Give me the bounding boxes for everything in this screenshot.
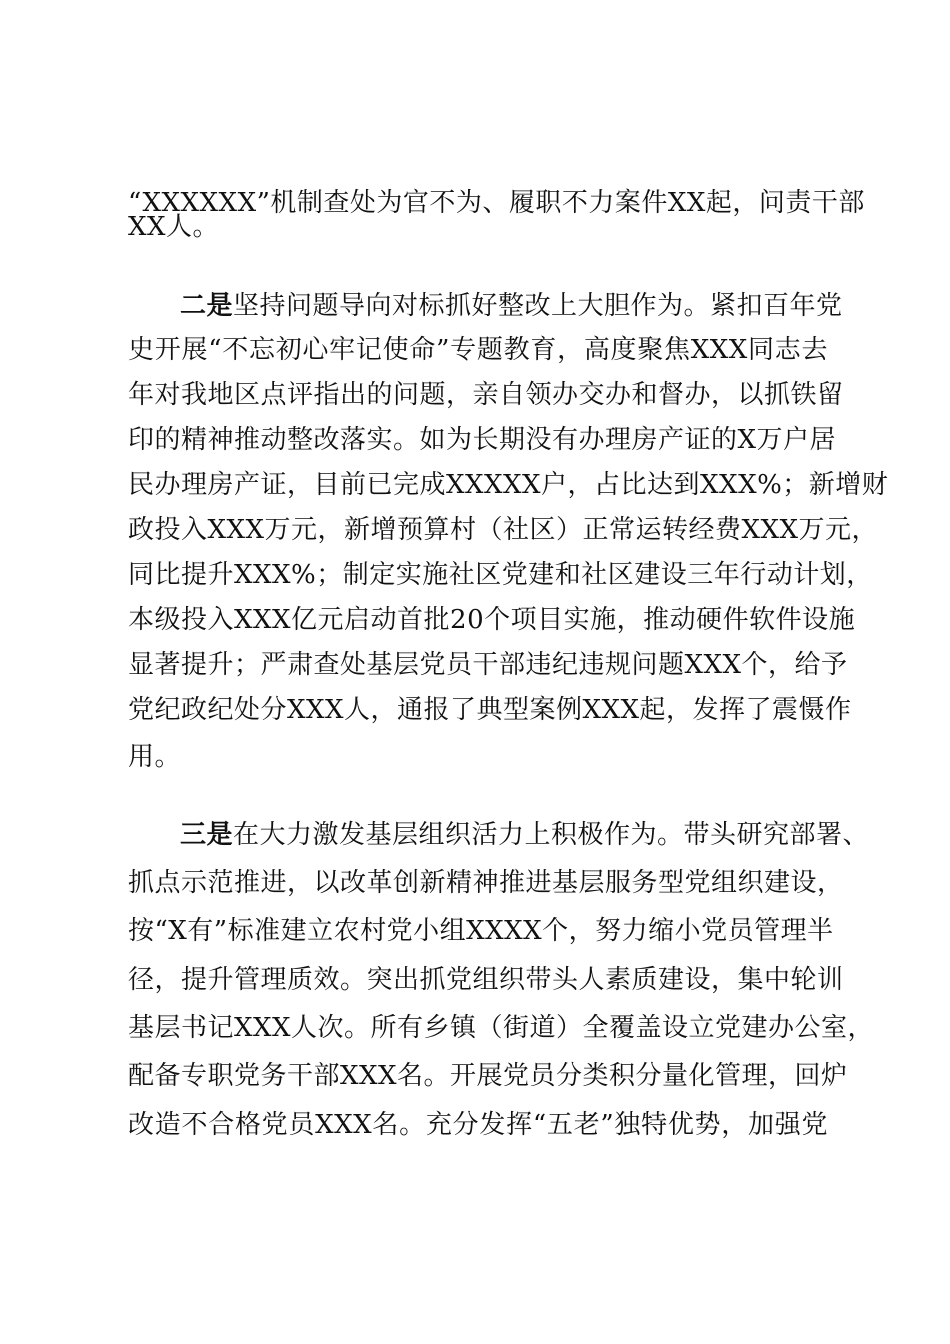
paragraph-3-first-line [180, 815, 870, 855]
paragraph-1-line-2: XX人。 [128, 212, 220, 242]
paragraph-2-lead: 二是 [180, 291, 234, 321]
paragraph-2-line-2: 史开展“不忘初心牢记使命”专题教育，高度聚焦XXX同志去 [128, 335, 828, 365]
paragraph-3-line-3: 按“X有”标准建立农村党小组XXXX个，努力缩小党员管理半 [128, 916, 834, 946]
paragraph-1-line-1: “XXXXXX”机制查处为官不为、履职不力案件XX起，问责干部 [128, 188, 865, 218]
paragraph-3-line-4: 径，提升管理质效。突出抓党组织带头人素质建设，集中轮训 [128, 965, 844, 995]
paragraph-2-line-6: 政投入XXX万元，新增预算村（社区）正常运转经费XXX万元， [128, 515, 879, 545]
paragraph-2-line-4: 印的精神推动整改落实。如为长期没有办理房产证的X万户居 [128, 425, 837, 455]
paragraph-2-line-7: 同比提升XXX%；制定实施社区党建和社区建设三年行动计划， [128, 560, 873, 590]
paragraph-2-first-line-text: 坚持问题导向对标抓好整改上大胆作为。紧扣百年党 [233, 291, 843, 321]
paragraph-3-lead: 三是 [180, 820, 234, 850]
paragraph-3-line-5: 基层书记XXX人次。所有乡镇（街道）全覆盖设立党建办公室， [128, 1013, 875, 1043]
paragraph-3-line-6: 配备专职党务干部XXX名。开展党员分类积分量化管理，回炉 [128, 1061, 848, 1091]
paragraph-2-line-11: 用。 [128, 742, 182, 772]
paragraph-2-line-10: 党纪政纪处分XXX人，通报了典型案例XXX起，发挥了震慑作 [128, 695, 852, 725]
paragraph-2-line-9: 显著提升；严肃查处基层党员干部违纪违规问题XXX个，给予 [128, 650, 848, 680]
paragraph-3-line-2: 抓点示范推进，以改革创新精神推进基层服务型党组织建设， [128, 868, 844, 898]
paragraph-2-line-5: 民办理房产证，目前已完成XXXXX户，占比达到XXX%；新增财 [128, 470, 889, 500]
paragraph-3-line-7: 改造不合格党员XXX名。充分发挥“五老”独特优势，加强党 [128, 1110, 828, 1140]
paragraph-2-first-line [180, 286, 843, 326]
paragraph-3-first-line-text: 在大力激发基层组织活力上积极作为。带头研究部署、 [233, 820, 870, 850]
paragraph-2-line-3: 年对我地区点评指出的问题，亲自领办交办和督办，以抓铁留 [128, 380, 844, 410]
paragraph-2-line-8: 本级投入XXX亿元启动首批20个项目实施，推动硬件软件设施 [128, 605, 856, 635]
